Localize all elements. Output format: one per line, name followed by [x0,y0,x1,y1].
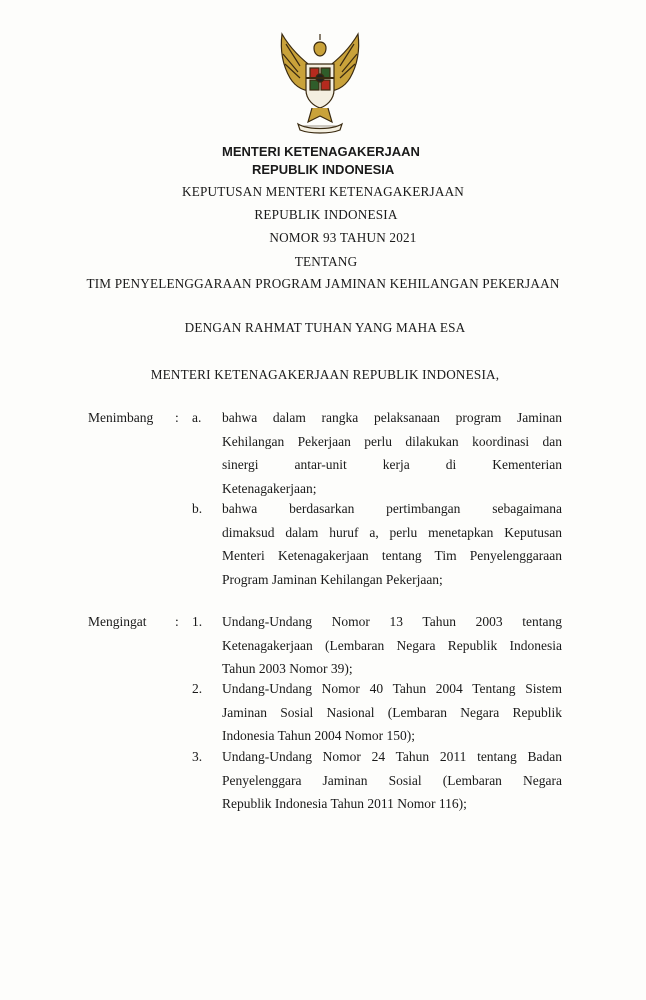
menimbang-item-b [222,497,562,591]
menimbang-label: Menimbang [88,410,154,425]
text-line: Indonesia Tahun 2004 Nomor 150); [222,728,416,744]
blessing: DENGAN RAHMAT TUHAN YANG MAHA ESA [184,320,466,335]
text-line: Jaminan Sosial Nasional (Lembaran Negara Republik [222,704,562,720]
text-line: Undang-Undang Nomor 24 Tahun 2011 tentang Badan [222,749,562,764]
authority: MENTERI KETENAGAKERJAAN REPUBLIK INDONESIA, [150,367,500,382]
decree-country: REPUBLIK INDONESIA [254,207,398,222]
text-line: Republik Indonesia Tahun 2011 Nomor 116); [222,796,467,812]
menimbang-marker-b: b. [192,501,203,516]
mengingat-marker-3: 3. [192,749,203,764]
ministry-country: REPUBLIK INDONESIA [252,162,395,177]
mengingat-item-3 [222,745,562,816]
text-line: Ketenagakerjaan (Lembaran Negara Republik Indonesia [222,637,562,653]
menimbang-colon: : [175,410,179,425]
text-line: Penyelenggara Jaminan Sosial (Lembaran Negara [222,772,562,788]
garuda-emblem-icon [272,30,368,136]
menimbang-item-a [222,406,562,500]
text-line: sinergi antar-unit kerja di Kementerian [222,457,562,473]
text-line: Tahun 2003 Nomor 39); [222,661,353,677]
decree-number: NOMOR 93 TAHUN 2021 [269,230,417,245]
text-line: bahwa dalam rangka pelaksanaan program Jaminan [222,410,562,425]
text-line: Program Jaminan Kehilangan Pekerjaan; [222,571,443,587]
text-line: Undang-Undang Nomor 40 Tahun 2004 Tentang Sistem [222,681,562,696]
decree-title: KEPUTUSAN MENTERI KETENAGAKERJAAN [181,184,465,199]
text-line: bahwa berdasarkan pertimbangan sebagaimana [222,501,562,516]
text-line: Ketenagakerjaan; [222,480,317,496]
decree-subject: TIM PENYELENGGARAAN PROGRAM JAMINAN KEHILANGAN PEKERJAAN [86,276,560,291]
mengingat-item-1 [222,610,562,681]
mengingat-marker-2: 2. [192,681,203,696]
text-line: Kehilangan Pekerjaan perlu dilakukan koordinasi dan [222,433,562,449]
mengingat-marker-1: 1. [192,614,203,629]
text-line: Undang-Undang Nomor 13 Tahun 2003 tentang [222,614,562,629]
text-line: dimaksud dalam huruf a, perlu menetapkan Keputusan [222,524,562,540]
menimbang-marker-a: a. [192,410,202,425]
text-line: Menteri Ketenagakerjaan tentang Tim Penyelenggaraan [222,548,562,564]
decree-about: TENTANG [294,254,358,269]
mengingat-label: Mengingat [88,614,147,629]
mengingat-item-2 [222,677,562,748]
ministry-name: MENTERI KETENAGAKERJAAN [222,144,420,159]
mengingat-colon: : [175,614,179,629]
